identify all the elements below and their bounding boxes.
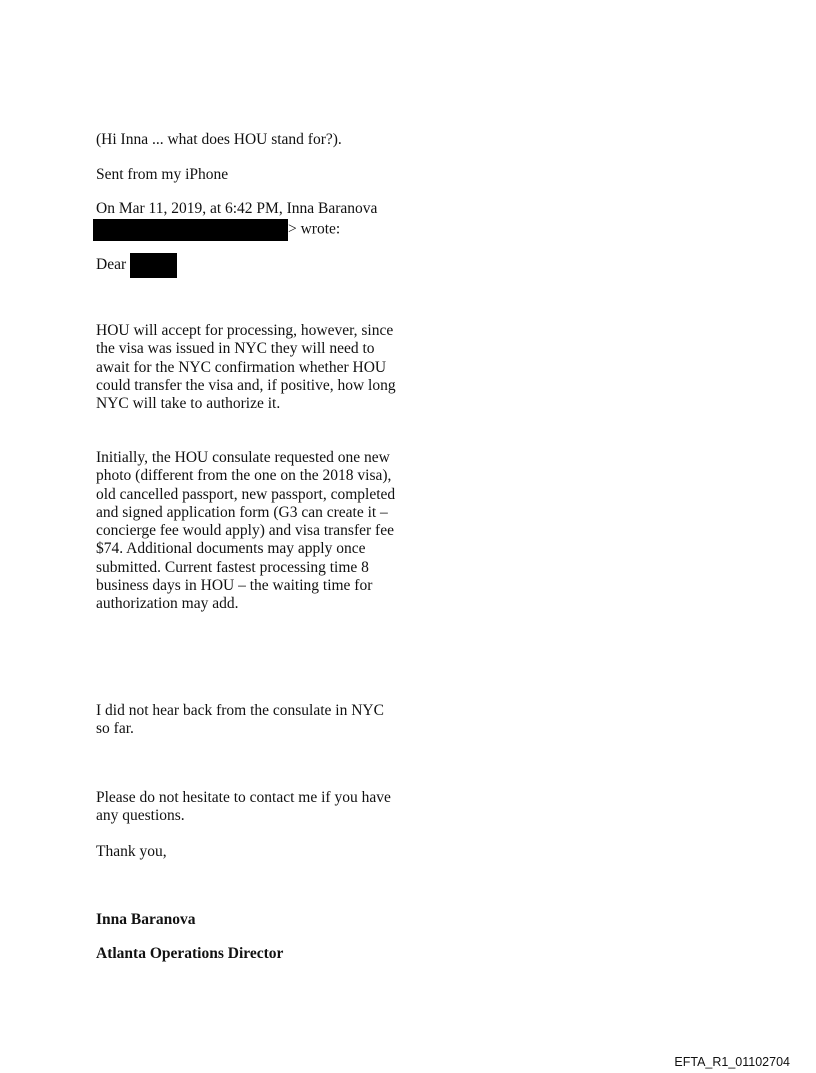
sent-from-signature: Sent from my iPhone bbox=[96, 166, 229, 183]
signature-name: Inna Baranova bbox=[96, 911, 196, 928]
opening-question: (Hi Inna ... what does HOU stand for?). bbox=[96, 131, 342, 148]
paragraph-requirements: Initially, the HOU consulate requested one new photo (different from the one on the 2018 visa), old cancelled passport, new passport, completed and signed application form (G3 can create it – concierge fee would apply) and visa transfer fee $74. Additional documents may apply once submitted. Current fastest processing time 8 business days in HOU – the waiting time for authorization may add. bbox=[96, 449, 396, 613]
greeting-line bbox=[96, 253, 177, 278]
redaction-block-name bbox=[130, 253, 177, 278]
quoted-header-line2 bbox=[93, 219, 340, 241]
quoted-header-line1: On Mar 11, 2019, at 6:42 PM, Inna Baranova bbox=[96, 200, 378, 217]
paragraph-nyc-status: I did not hear back from the consulate in NYC so far. bbox=[96, 702, 384, 738]
quoted-header-wrote: > wrote: bbox=[288, 220, 341, 238]
document-id: EFTA_R1_01102704 bbox=[674, 1055, 790, 1069]
paragraph-contact: Please do not hesitate to contact me if you have any questions. bbox=[96, 789, 391, 825]
signature-title: Atlanta Operations Director bbox=[96, 945, 284, 962]
redaction-block-email bbox=[93, 219, 288, 241]
paragraph-hou-processing: HOU will accept for processing, however, since the visa was issued in NYC they will need to await for the NYC confirmation whether HOU could transfer the visa and, if positive, how long NYC will take to authorize it. bbox=[96, 322, 396, 413]
greeting: Dear bbox=[96, 256, 127, 274]
closing: Thank you, bbox=[96, 843, 167, 860]
